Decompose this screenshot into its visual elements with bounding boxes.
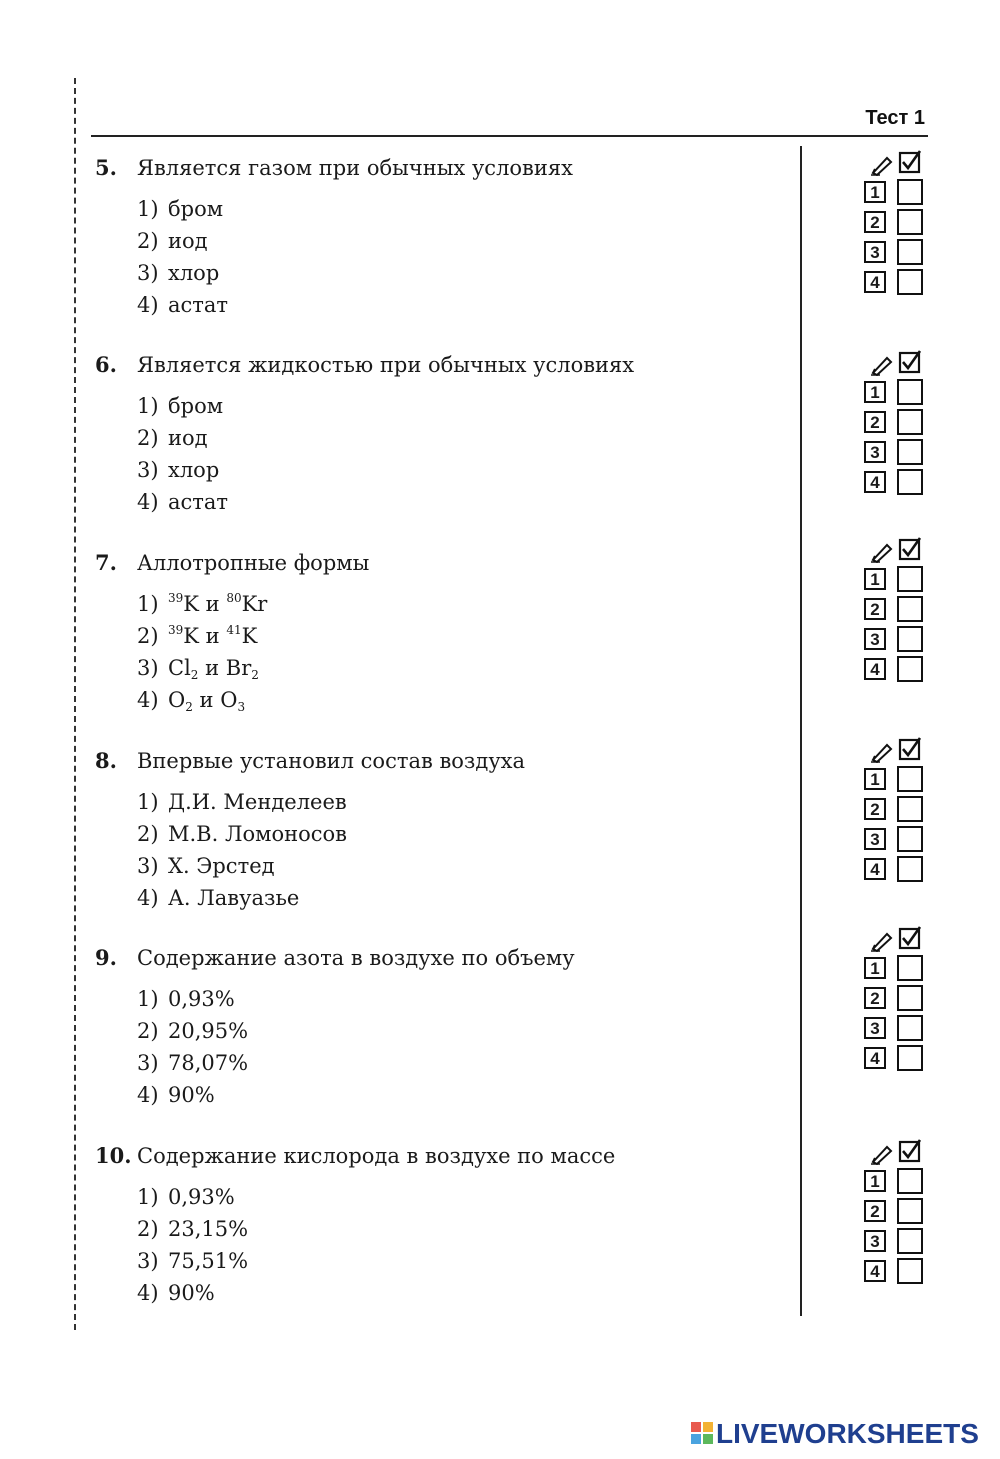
answer-number: 4	[864, 658, 886, 680]
option-text-part: бром	[168, 394, 224, 418]
answer-row	[864, 595, 926, 625]
answer-block-7	[864, 537, 926, 685]
answer-number: 4	[864, 471, 886, 493]
option-text-part: K и	[183, 624, 227, 648]
answer-checkbox[interactable]	[897, 179, 923, 205]
option-item	[95, 257, 795, 289]
question-header	[95, 547, 795, 579]
checkbox-checked-icon	[898, 150, 922, 174]
option-number: 1)	[137, 790, 159, 814]
option-text-part: и O	[192, 688, 238, 712]
option-list	[95, 983, 795, 1111]
superscript: 41	[226, 623, 242, 637]
answer-block-header	[864, 1139, 926, 1167]
option-number: 3)	[137, 458, 159, 482]
answer-checkbox[interactable]	[897, 566, 923, 592]
option-text-part: Kr	[241, 592, 268, 616]
question-text: Впервые установил состав воздуха	[137, 749, 526, 773]
option-number: 3)	[137, 854, 159, 878]
answer-checkbox[interactable]	[897, 1198, 923, 1224]
option-text	[168, 1277, 215, 1309]
option-number: 3)	[137, 1051, 159, 1075]
answer-row	[864, 1014, 926, 1044]
superscript: 39	[168, 623, 184, 637]
option-number: 1)	[137, 197, 159, 221]
option-text	[168, 390, 223, 422]
option-item	[95, 1277, 795, 1309]
answer-block-header	[864, 737, 926, 765]
option-text-part: астат	[168, 293, 229, 317]
question-9	[95, 942, 795, 1111]
option-text	[168, 289, 228, 321]
answer-number: 1	[864, 568, 886, 590]
pencil-icon	[870, 930, 894, 952]
answer-checkbox[interactable]	[897, 596, 923, 622]
question-number: 6.	[95, 352, 117, 377]
answer-row	[864, 468, 926, 498]
question-header	[95, 1140, 795, 1172]
option-number: 1)	[137, 592, 159, 616]
superscript: 80	[226, 591, 242, 605]
answer-row	[864, 625, 926, 655]
answer-number: 3	[864, 241, 886, 263]
question-number: 7.	[95, 550, 117, 575]
option-text-part: O	[168, 688, 186, 712]
option-item	[95, 786, 795, 818]
answer-number: 2	[864, 987, 886, 1009]
question-text: Аллотропные формы	[137, 551, 370, 575]
option-text	[168, 684, 245, 716]
answer-checkbox[interactable]	[897, 1015, 923, 1041]
question-number: 9.	[95, 945, 117, 970]
option-text	[168, 422, 208, 454]
option-number: 1)	[137, 394, 159, 418]
answer-checkbox[interactable]	[897, 469, 923, 495]
question-6	[95, 349, 795, 518]
answer-checkbox[interactable]	[897, 1258, 923, 1284]
answer-block-9	[864, 926, 926, 1074]
question-7	[95, 547, 795, 716]
option-text-part: Cl	[168, 656, 191, 680]
answer-column-divider	[800, 146, 802, 1316]
question-number: 5.	[95, 155, 117, 180]
option-text-part: астат	[168, 490, 229, 514]
option-text	[168, 1245, 248, 1277]
option-text	[168, 225, 208, 257]
answer-block-header	[864, 150, 926, 178]
option-text-part: иод	[168, 426, 208, 450]
option-number: 2)	[137, 229, 159, 253]
option-text	[168, 620, 257, 652]
answer-block-header	[864, 350, 926, 378]
option-text	[168, 1079, 215, 1111]
answer-row	[864, 1227, 926, 1257]
answer-number: 3	[864, 828, 886, 850]
checkbox-checked-icon	[898, 737, 922, 761]
answer-row	[864, 378, 926, 408]
subscript: 2	[185, 700, 193, 714]
option-text	[168, 786, 347, 818]
option-text	[168, 193, 223, 225]
option-item	[95, 850, 795, 882]
option-text-part: 23,15%	[168, 1217, 249, 1241]
option-number: 2)	[137, 624, 159, 648]
answer-number: 1	[864, 768, 886, 790]
answer-row	[864, 268, 926, 298]
answer-row	[864, 825, 926, 855]
option-item	[95, 818, 795, 850]
answer-row	[864, 565, 926, 595]
question-8	[95, 745, 795, 914]
question-number: 10.	[95, 1143, 132, 1168]
answer-checkbox[interactable]	[897, 379, 923, 405]
option-text	[168, 1015, 248, 1047]
option-number: 3)	[137, 1249, 159, 1273]
checkbox-checked-icon	[898, 350, 922, 374]
answer-checkbox[interactable]	[897, 626, 923, 652]
answer-checkbox[interactable]	[897, 209, 923, 235]
option-text-part: 0,93%	[168, 1185, 235, 1209]
option-text	[168, 1047, 248, 1079]
option-item	[95, 652, 795, 684]
answer-number: 1	[864, 181, 886, 203]
option-text-part: 0,93%	[168, 987, 235, 1011]
pencil-icon	[870, 1143, 894, 1165]
option-text-part: бром	[168, 197, 224, 221]
answer-row	[864, 1257, 926, 1287]
option-number: 3)	[137, 261, 159, 285]
answer-number: 1	[864, 957, 886, 979]
option-number: 4)	[137, 293, 159, 317]
option-number: 4)	[137, 688, 159, 712]
option-text-part: хлор	[168, 261, 220, 285]
question-10	[95, 1140, 795, 1309]
pencil-icon	[870, 154, 894, 176]
option-item	[95, 454, 795, 486]
answer-number: 4	[864, 271, 886, 293]
answer-block-header	[864, 537, 926, 565]
answer-row	[864, 855, 926, 885]
question-text: Является жидкостью при обычных условиях	[137, 353, 635, 377]
option-text-part: 78,07%	[168, 1051, 249, 1075]
answer-block-10	[864, 1139, 926, 1287]
option-text-part: K и	[183, 592, 227, 616]
subscript: 2	[190, 668, 199, 682]
option-text-part: 90%	[168, 1083, 215, 1107]
option-number: 4)	[137, 1281, 159, 1305]
checkbox-checked-icon	[898, 1139, 922, 1163]
brand-name: LIVEWORKSHEETS	[716, 1418, 979, 1449]
option-list	[95, 1181, 795, 1309]
option-text	[168, 588, 267, 620]
answer-number: 4	[864, 1260, 886, 1282]
answer-number: 4	[864, 858, 886, 880]
option-number: 2)	[137, 1019, 159, 1043]
option-number: 1)	[137, 987, 159, 1011]
option-text-part: K	[241, 624, 258, 648]
answer-number: 3	[864, 1017, 886, 1039]
option-text-part: иод	[168, 229, 208, 253]
pencil-icon	[870, 354, 894, 376]
option-number: 4)	[137, 490, 159, 514]
answer-row	[864, 178, 926, 208]
answer-block-header	[864, 926, 926, 954]
answer-block-8	[864, 737, 926, 885]
question-header	[95, 152, 795, 184]
answer-block-6	[864, 350, 926, 498]
option-item	[95, 193, 795, 225]
checkbox-checked-icon	[898, 537, 922, 561]
answer-checkbox[interactable]	[897, 796, 923, 822]
option-list	[95, 390, 795, 518]
answer-number: 3	[864, 441, 886, 463]
answer-row	[864, 438, 926, 468]
option-item	[95, 1181, 795, 1213]
option-text-part: 20,95%	[168, 1019, 249, 1043]
answer-checkbox[interactable]	[897, 955, 923, 981]
answer-number: 2	[864, 1200, 886, 1222]
option-number: 2)	[137, 426, 159, 450]
option-item	[95, 588, 795, 620]
option-item	[95, 684, 795, 716]
option-number: 3)	[137, 656, 159, 680]
option-number: 2)	[137, 822, 159, 846]
subscript: 2	[251, 668, 259, 682]
option-text	[168, 983, 235, 1015]
pencil-icon	[870, 541, 894, 563]
option-list	[95, 588, 795, 716]
answer-number: 2	[864, 798, 886, 820]
answer-row	[864, 1167, 926, 1197]
answer-number: 2	[864, 598, 886, 620]
question-header	[95, 349, 795, 381]
answer-checkbox[interactable]	[897, 1045, 923, 1071]
answer-row	[864, 765, 926, 795]
option-item	[95, 1047, 795, 1079]
answer-block-5	[864, 150, 926, 298]
option-number: 2)	[137, 1217, 159, 1241]
answer-number: 2	[864, 211, 886, 233]
header-divider	[91, 135, 928, 137]
answer-number: 1	[864, 381, 886, 403]
option-text	[168, 257, 219, 289]
pencil-icon	[870, 741, 894, 763]
option-item	[95, 620, 795, 652]
subscript: 3	[237, 700, 246, 714]
question-header	[95, 942, 795, 974]
answer-row	[864, 1197, 926, 1227]
answer-row	[864, 954, 926, 984]
option-text-part: хлор	[168, 458, 220, 482]
option-text-part: 75,51%	[168, 1249, 249, 1273]
question-text: Содержание азота в воздухе по объему	[137, 946, 575, 970]
option-text	[168, 454, 219, 486]
answer-number: 3	[864, 628, 886, 650]
option-item	[95, 1079, 795, 1111]
option-list	[95, 193, 795, 321]
question-text: Является газом при обычных условиях	[137, 156, 573, 180]
option-number: 4)	[137, 886, 159, 910]
option-item	[95, 983, 795, 1015]
answer-row	[864, 984, 926, 1014]
question-text: Содержание кислорода в воздухе по массе	[137, 1144, 616, 1168]
answer-checkbox[interactable]	[897, 409, 923, 435]
checkbox-checked-icon	[898, 926, 922, 950]
question-header	[95, 745, 795, 777]
answer-checkbox[interactable]	[897, 269, 923, 295]
answer-checkbox[interactable]	[897, 766, 923, 792]
option-text	[168, 818, 347, 850]
option-item	[95, 882, 795, 914]
option-text-part: Х. Эрстед	[168, 854, 275, 878]
option-number: 4)	[137, 1083, 159, 1107]
answer-checkbox[interactable]	[897, 656, 923, 682]
page-title: Тест 1	[865, 107, 925, 129]
answer-row	[864, 1044, 926, 1074]
cut-line	[74, 78, 76, 1330]
answer-number: 4	[864, 1047, 886, 1069]
option-text	[168, 652, 259, 684]
answer-checkbox[interactable]	[897, 856, 923, 882]
question-5	[95, 152, 795, 321]
option-text-part: и Br	[198, 656, 252, 680]
option-number: 1)	[137, 1185, 159, 1209]
option-item	[95, 289, 795, 321]
option-item	[95, 225, 795, 257]
answer-number: 3	[864, 1230, 886, 1252]
option-text-part: М.В. Ломоносов	[168, 822, 347, 846]
option-list	[95, 786, 795, 914]
answer-checkbox[interactable]	[897, 239, 923, 265]
option-text-part: Д.И. Менделеев	[168, 790, 347, 814]
answer-row	[864, 208, 926, 238]
liveworksheets-logo-icon	[690, 1421, 714, 1445]
option-text	[168, 1213, 248, 1245]
option-item	[95, 422, 795, 454]
answer-row	[864, 238, 926, 268]
answer-checkbox[interactable]	[897, 826, 923, 852]
option-text	[168, 1181, 235, 1213]
answer-number: 2	[864, 411, 886, 433]
option-text-part: А. Лавуазье	[168, 886, 300, 910]
option-item	[95, 390, 795, 422]
answer-checkbox[interactable]	[897, 1168, 923, 1194]
answer-row	[864, 795, 926, 825]
answer-checkbox[interactable]	[897, 985, 923, 1011]
answer-number: 1	[864, 1170, 886, 1192]
option-text	[168, 850, 275, 882]
question-number: 8.	[95, 748, 117, 773]
answer-checkbox[interactable]	[897, 1228, 923, 1254]
answer-row	[864, 408, 926, 438]
answer-checkbox[interactable]	[897, 439, 923, 465]
answer-row	[864, 655, 926, 685]
option-item	[95, 1015, 795, 1047]
superscript: 39	[168, 591, 184, 605]
option-item	[95, 1245, 795, 1277]
option-text	[168, 486, 228, 518]
option-text-part: 90%	[168, 1281, 215, 1305]
option-item	[95, 486, 795, 518]
option-text	[168, 882, 299, 914]
option-item	[95, 1213, 795, 1245]
